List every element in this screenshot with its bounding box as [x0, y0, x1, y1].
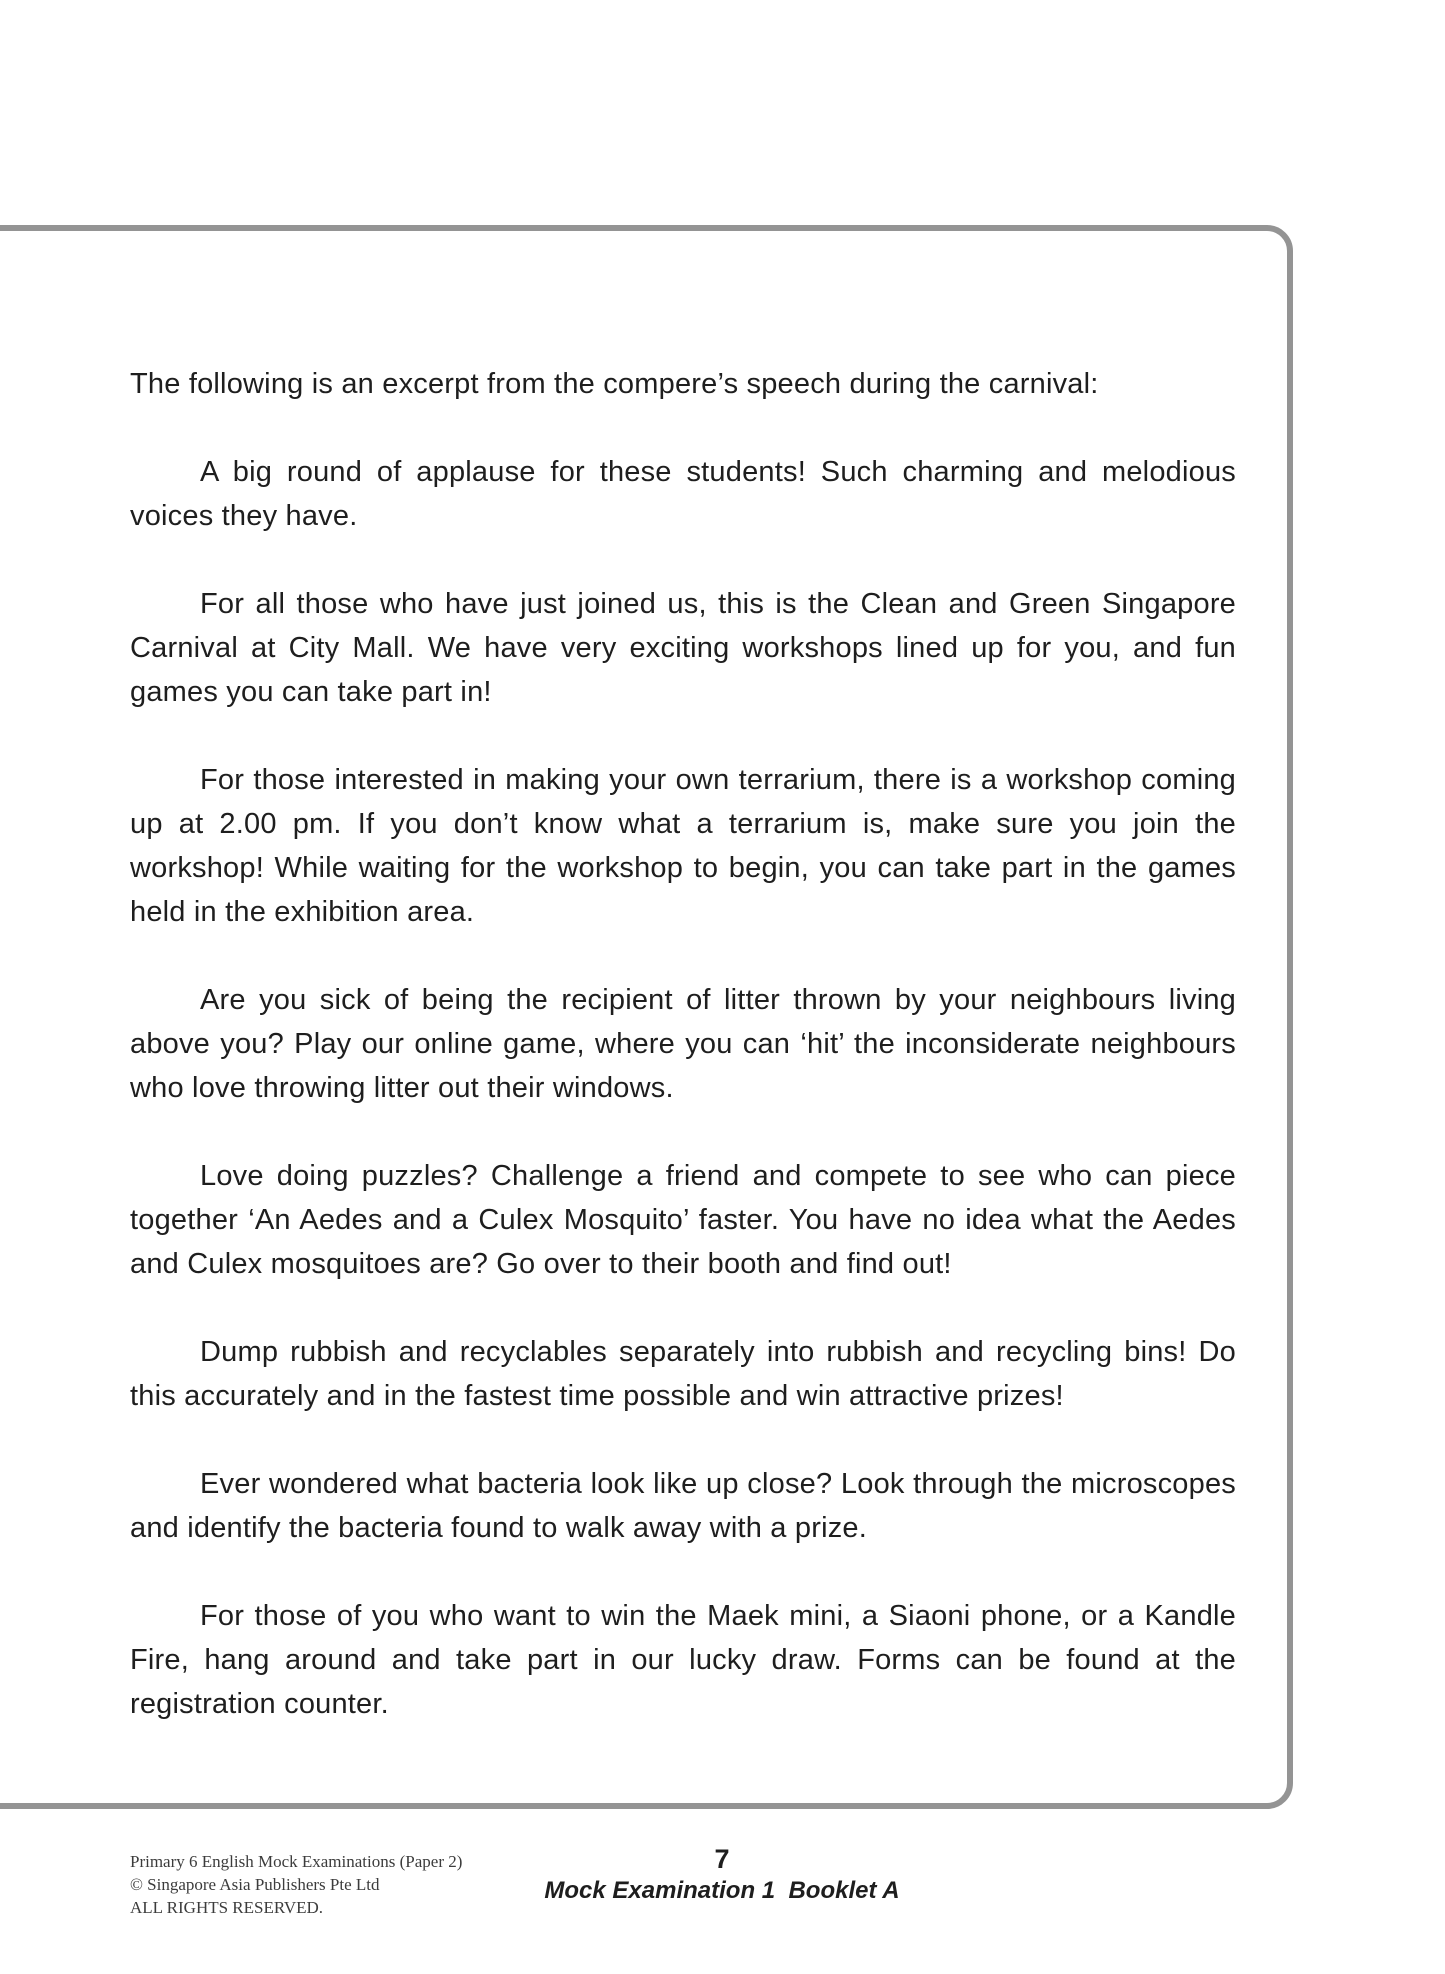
speech-paragraph: A big round of applause for these students! Such charming and melodious voices they have.	[130, 456, 1236, 532]
speech-paragraph: For those interested in making your own terrarium, there is a workshop coming up at 2.00 pm. If you don’t know what a terrarium is, make sure you join the workshop! While waiting for the workshop to begin, you can take part in the games held in the exhibition area.	[130, 764, 1236, 928]
footer-center-block	[422, 1844, 1022, 1905]
speech-paragraph: For all those who have just joined us, this is the Clean and Green Singapore Carnival at City Mall. We have very exciting workshops lined up for you, and fun games you can take part in!	[130, 588, 1236, 708]
booklet-label: Mock Examination 1 Booklet A	[544, 1877, 900, 1904]
page-number: 7	[714, 1844, 730, 1874]
speech-paragraph: Are you sick of being the recipient of litter thrown by your neighbours living above you? Play our online game, where you can ‘hit’ the inconsiderate neighbours who love throwing litter out their windows.	[130, 984, 1236, 1104]
passage-content	[130, 362, 1236, 1770]
speech-paragraph: Dump rubbish and recyclables separately into rubbish and recycling bins! Do this accurately and in the fastest time possible and win attractive prizes!	[130, 1336, 1236, 1412]
speech-paragraph: For those of you who want to win the Maek mini, a Siaoni phone, or a Kandle Fire, hang around and take part in our lucky draw. Forms can be found at the registration counter.	[130, 1600, 1236, 1720]
speech-paragraph: Love doing puzzles? Challenge a friend and compete to see who can piece together ‘An Aedes and a Culex Mosquito’ faster. You have no idea what the Aedes and Culex mosquitoes are? Go over to their booth and find out!	[130, 1160, 1236, 1280]
speech-paragraph: Ever wondered what bacteria look like up close? Look through the microscopes and identify the bacteria found to walk away with a prize.	[130, 1468, 1236, 1544]
copyright-line: Primary 6 English Mock Examinations (Paper 2)	[130, 1852, 463, 1871]
intro-line: The following is an excerpt from the compere’s speech during the carnival:	[130, 368, 1099, 400]
copyright-line: ALL RIGHTS RESERVED.	[130, 1898, 324, 1917]
copyright-line: © Singapore Asia Publishers Pte Ltd	[130, 1875, 380, 1894]
copyright-block	[130, 1850, 462, 1919]
